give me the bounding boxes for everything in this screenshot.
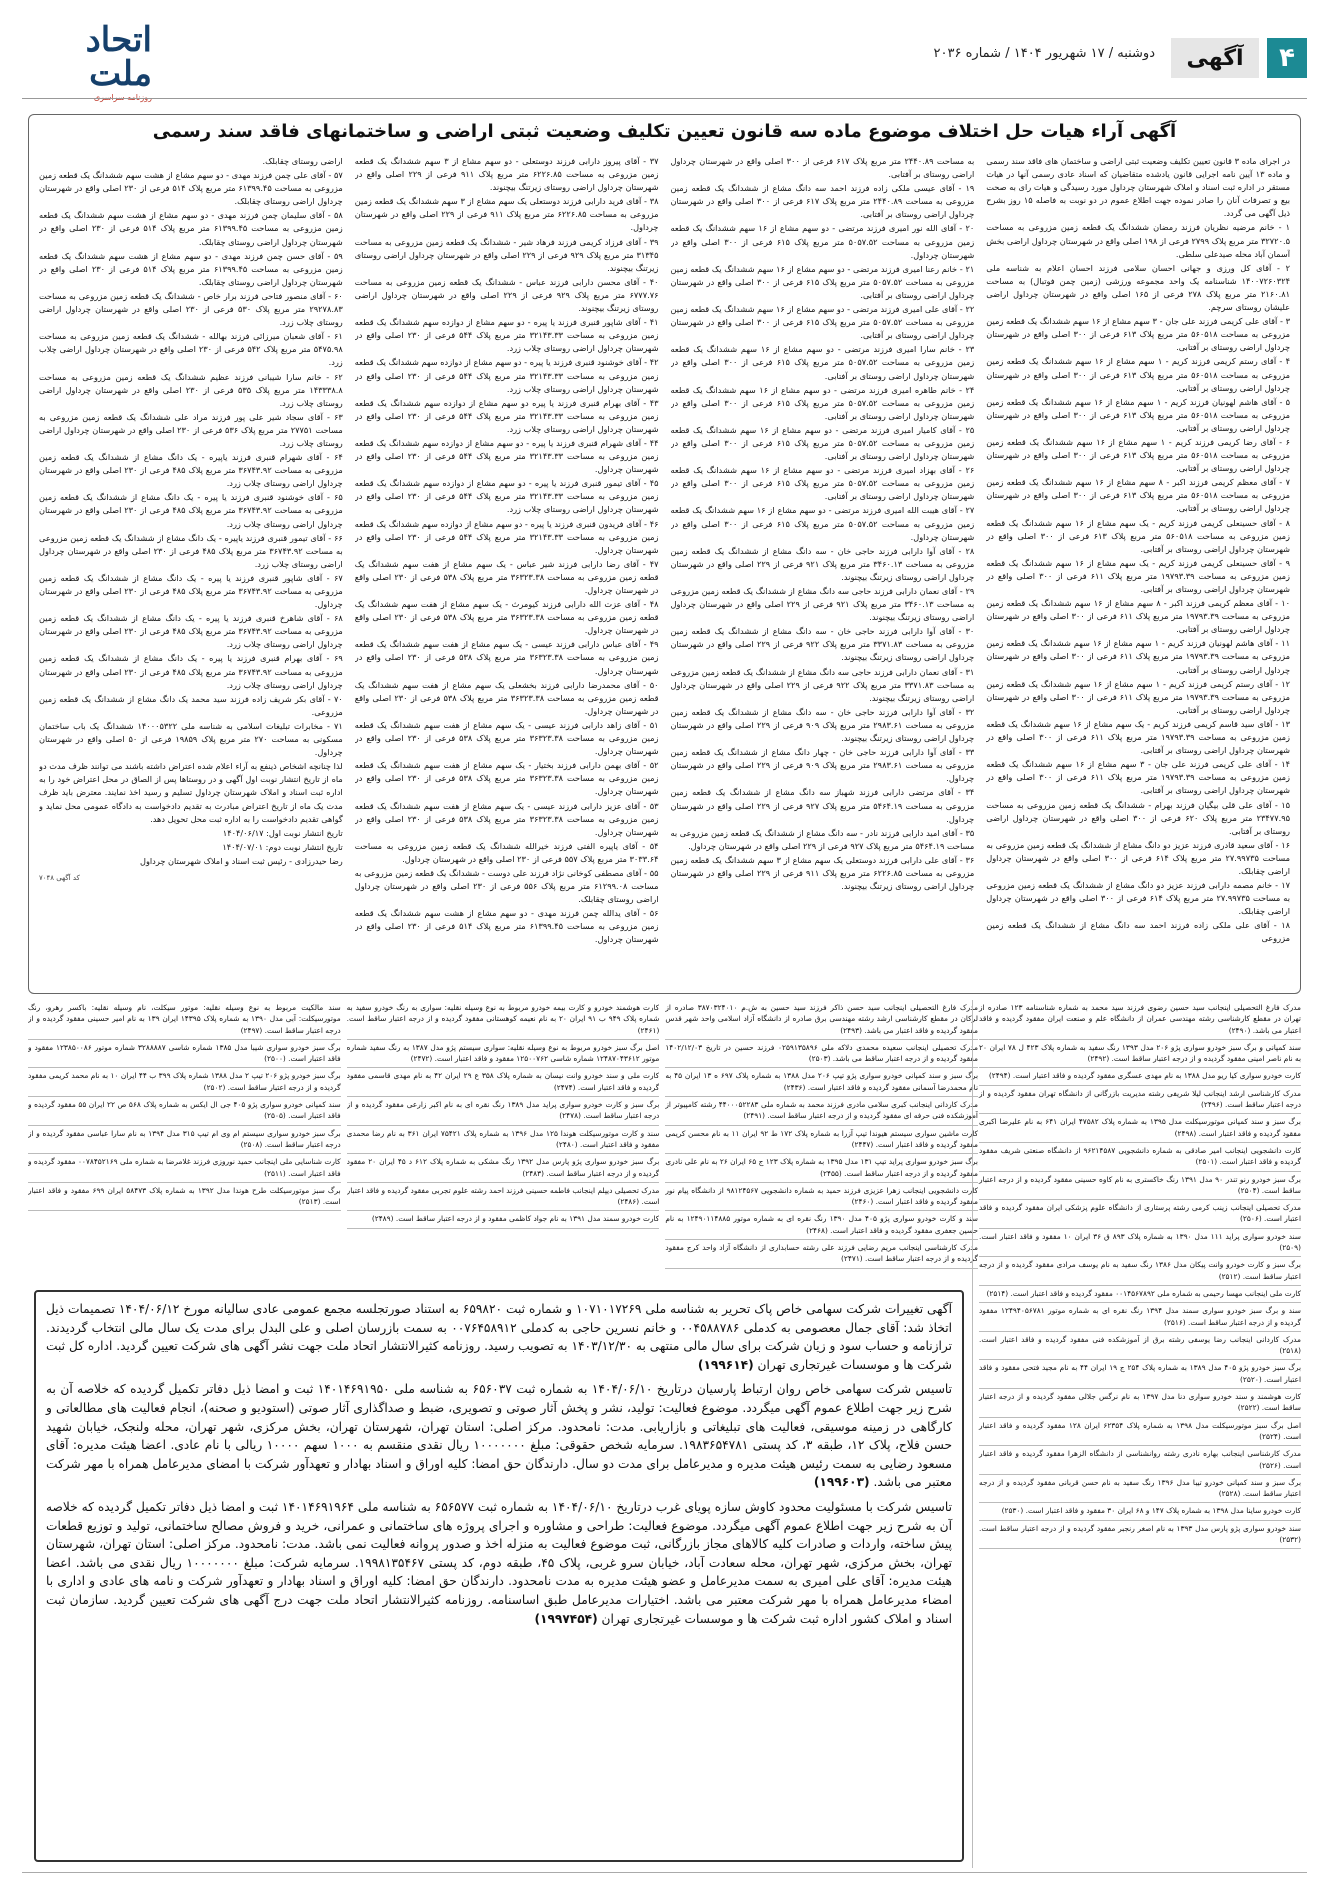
notice-item: ۶۱ - آقای شعبان میرزائی فرزند بهالله - ششدانگ یک قطعه زمین مزروعی به مساحت ۵۴۷۵.۹۸ متر مربع پلاک ۵۴۲ فرعی از ۲۳۰ اصلی واقع در شهرستان چرداول اراضی چلاب زرد.	[39, 331, 343, 368]
lost-doc-notice: مدرک تحصیلی اینجانب زینب کرمی رشته پرستاری از دانشگاه علوم پزشکی ایران مفقود گردیده و فاقد اعتبار است. (۲۵۰۶)	[979, 1200, 1301, 1229]
page-header	[22, 19, 1307, 104]
lost-doc-notice: مدرک تحصیلی دیپلم اینجانب فاطمه حسینی فرزند احمد رشته علوم تجربی مفقود گردیده و فاقد اعتبار است. (۲۴۸۶)	[347, 1183, 660, 1212]
lost-documents-right-column	[972, 1000, 1301, 1868]
notice-item: ۴۶ - آقای فریدون قنبری فرزند یا پیره - دو سهم مشاع از دوازده سهم ششدانگ یک قطعه زمین مزروعی به مساحت ۳۲۱۴۳.۳۳ متر مربع پلاک ۵۴۴ فرعی از ۲۳۰ اصلی واقع در شهرستان چرداول.	[354, 518, 659, 555]
lost-doc-notice: کارت خودرو ساینا مدل ۱۳۹۸ به شماره پلاک ۱۴۷ و ۶۸ ایران ۳۰ مفقود و فاقد اعتبار است. (۲۵۳۰)	[979, 1503, 1301, 1520]
notice-item: ۴۹ - آقای عباس دارابی فرزند عیسی - یک سهم مشاع از هفت سهم ششدانگ یک قطعه زمین مزروعی به مساحت ۳۶۳۲۳.۳۸ متر مربع پلاک ۵۳۸ فرعی از ۲۳۰ اصلی واقع در شهرستان چرداول.	[354, 639, 659, 676]
notice-item: ۱۳ - آقای سید قاسم کریمی فرزند کریم - یک سهم مشاع از ۱۶ سهم ششدانگ یک قطعه زمین مزروعی به مساحت ۱۹۷۹۳.۳۹ متر مربع پلاک ۶۱۱ فرعی از ۳۰۰ اصلی واقع در شهرستان چرداول اراضی روستای بر آفتابی.	[986, 718, 1290, 756]
notice-item: ۳۳ - آقای آوا دارابی فرزند حاجی خان - چهار دانگ مشاع از ششدانگ یک قطعه زمین مزروعی به مساحت ۲۹۸۳.۶۱ متر مربع پلاک ۹۰۹ فرعی از ۲۲۹ اصلی واقع در شهرستان چرداول.	[670, 747, 975, 784]
notice-column	[355, 155, 659, 983]
notice-item: ۴ - آقای رستم کریمی فرزند کریم - ۱ سهم مشاع از ۱۶ سهم ششدانگ یک قطعه زمین مزروعی به مساحت ۵۶۰۵۱۸ متر مربع پلاک ۶۱۳ فرعی از ۳۰۰ اصلی واقع در شهرستان چرداول اراضی روستای بر آفتابی.	[986, 356, 1290, 393]
notice-item: ۱۶ - آقای سعید قادری فرزند عزیز دو دانگ مشاع از ششدانگ یک قطعه زمین مزروعی به مساحت ۲۷.۹۹۷۳۵ متر مربع پلاک ۶۱۴ فرعی از ۳۰۰ اصلی واقع در شهرستان چرداول اراضی چقابلک.	[986, 839, 1290, 876]
notice-item: ۴۱ - آقای شاپور قنبری فرزند یا پیره - دو سهم مشاع از دوازده سهم ششدانگ یک قطعه زمین مزروعی به مساحت ۳۲۱۴۳.۳۳ متر مربع پلاک ۵۴۴ فرعی از ۲۳۰ اصلی واقع در شهرستان چرداول اراضی روستای چلاب زرد.	[354, 317, 659, 354]
company-notice-2: تاسیس شرکت سهامی خاص روان ارتباط پارسیان درتاریخ ۱۴۰۴/۰۶/۱۰ به شماره ثبت ۶۵۶۰۳۷ به شناسه ملی ۱۴۰۱۴۶۹۱۹۵۰ ثبت و امضا ذیل دفاتر تکمیل گردیده که خلاصه آن به شرح زیر جهت اطلاع عموم آگهی میگردد. موضوع فعالیت: تولید، نشر و پخش آثار صوتی و تصویری، ضبط و صداگذاری آثار صوتی (استودیو و صحنه)، انجام فعالیت های مطالعاتی و کارگاهی در زمینه موسیقی، فعالیت های تبلیغاتی و بازاریابی. مدت: نامحدود. مرکز اصلی: استان تهران، شهرستان تهران، بخش مرکزی، شهر تهران، محله ولنجک، خیابان شهید حسن فلاح، پلاک ۱۲، طبقه ۳، کد پستی ۱۹۸۳۶۵۴۷۸۱. سرمایه شخص حقوقی: مبلغ ۱۰۰۰۰۰۰۰ ریال نقدی منقسم به ۱۰۰۰ سهم ۱۰۰۰۰ ریالی با نام عادی. اعضا هیئت مدیره: آقای مسعود رضایی به سمت رئیس هیئت مدیره و مدیرعامل برای مدت دو سال. دارندگان حق امضا: کلیه اوراق و اسناد بهادار و تعهدآور شرکت با امضای مدیرعامل همراه با مهر شرکت معتبر می باشد. (۱۹۹۶۰۳)	[46, 1382, 953, 1490]
lost-doc-notice: برگ سبز و کارت خودرو سواری پراید مدل ۱۳۸۹ رنگ نقره ای به نام اکبر زارعی مفقود گردیده و از درجه اعتبار ساقط است. (۲۴۷۸)	[347, 1097, 660, 1126]
lost-doc-notice: کارت خودرو سواری کیا ریو مدل ۱۳۸۸ به نام مهدی عسگری مفقود گردیده و فاقد اعتبار است. (۲۴۹۴)	[979, 1068, 1301, 1085]
lost-doc-notice: سند خودرو سواری پژو پارس مدل ۱۳۹۳ به نام اصغر رنجبر مفقود گردیده و از درجه اعتبار ساقط است. (۲۵۳۲)	[979, 1521, 1301, 1550]
notice-item: ۵۰ - آقای محمدرضا دارابی فرزند بخشعلی یک سهم مشاع از هفت سهم ششدانگ یک قطعه زمین مزروعی به مساحت ۳۶۳۲۳.۳۸ متر مربع پلاک ۵۳۸ فرعی از ۲۳۰ اصلی واقع در شهرستان چرداول.	[354, 679, 659, 716]
notice-item: ۲۹ - آقای نعمان دارابی فرزند حاجی سه دانگ مشاع از ششدانگ یک قطعه زمین مزروعی به مساحت ۳۴۶۰.۱۳ متر مربع پلاک ۹۲۱ فرعی از ۲۲۹ اصلی واقع در شهرستان چرداول اراضی روستای زیرتنگ بیچنوند.	[670, 586, 975, 623]
lost-doc-notice: برگ سبز خودرو پژو ۴۰۵ مدل ۱۳۸۹ به شماره پلاک ۲۵۴ ج ۱۹ ایران ۴۴ به نام مجید فتحی مفقود و فاقد اعتبار است. (۲۵۲۰)	[979, 1360, 1301, 1389]
notice-item: ۶۸ - آقای شاهرخ قنبری فرزند یا پیره - یک دانگ مشاع از ششدانگ یک قطعه زمین مزروعی به مساحت ۳۶۷۴۳.۹۲ متر مربع پلاک ۴۸۵ فرعی از ۲۳۰ اصلی واقع در شهرستان چرداول اراضی روستای چلاب زرد.	[39, 613, 343, 650]
notice-item: ۲۷ - آقای هیبت الله امیری فرزند مرتضی - دو سهم مشاع از ۱۶ سهم ششدانگ یک قطعه زمین مزروعی به مساحت ۵۰۵۷.۵۲ متر مربع پلاک ۶۱۵ فرعی از ۳۰۰ اصلی واقع در شهرستان چرداول.	[670, 505, 975, 542]
lost-docs-column	[665, 1000, 978, 1282]
lost-docs-column	[28, 1000, 341, 1282]
notice-item: ۶۴ - آقای شهرام قنبری فرزند یاپیره - یک دانگ مشاع از ششدانگ یک قطعه زمین مزروعی به مساحت ۳۶۷۴۳.۹۲ متر مربع پلاک ۴۸۵ فرعی از ۲۳۰ اصلی واقع در شهرستان چرداول اراضی روستای چلاب زرد.	[39, 452, 343, 489]
lost-doc-notice: مدرک فارغ التحصیلی اینجانب سید حسین رضوی فرزند سید محمد به شماره شناسنامه ۱۲۳ صادره از تهران در مقطع کارشناسی رشته مهندسی عمران از دانشگاه علم و صنعت ایران مفقود گردیده و فاقد اعتبار می باشد. (۲۴۹۰)	[979, 1000, 1301, 1040]
lost-doc-notice: کارت ماشین سواری سیستم هیوندا تیپ آزرا به شماره پلاک ۱۷۲ ط ۹۲ ایران ۱۱ به نام محسن کریمی مفقود گردیده و فاقد اعتبار است. (۲۴۴۷)	[665, 1126, 978, 1155]
notice-item: ۲۵ - آقای کامیار امیری فرزند مرتضی - دو سهم مشاع از ۱۶ سهم ششدانگ یک قطعه زمین مزروعی به مساحت ۵۰۵۷.۵۲ متر مربع پلاک ۶۱۵ فرعی از ۳۰۰ اصلی واقع در شهرستان چرداول اراضی روستای بر آفتابی.	[670, 424, 975, 462]
notice-columns	[39, 155, 1290, 983]
notice-item: ۲۱ - خانم رعنا امیری فرزند مرتضی - دو سهم مشاع از ۱۶ سهم ششدانگ یک قطعه زمین مزروعی به مساحت ۵۰۵۷.۵۲ متر مربع پلاک ۶۱۵ فرعی از ۳۰۰ اصلی واقع در شهرستان چرداول اراضی روستای بر آفتابی.	[670, 263, 975, 300]
notice-item: ۳۲ - آقای آوا دارابی فرزند حاجی خان - سه دانگ مشاع از ششدانگ یک قطعه زمین مزروعی به مساحت ۲۹۸۳.۶۱ متر مربع پلاک ۹۰۹ فرعی از ۲۲۹ اصلی واقع در شهرستان چرداول اراضی روستای زیرتنگ بیچنوند.	[670, 706, 975, 744]
notice-item: ۵ - آقای هاشم لهونیان فرزند کریم - ۱ سهم مشاع از ۱۶ سهم ششدانگ یک قطعه زمین مزروعی به مساحت ۵۶۰۵۱۸ متر مربع پلاک ۶۱۳ فرعی از ۳۰۰ اصلی واقع در شهرستان چرداول اراضی روستای بر آفتابی.	[986, 396, 1290, 433]
lost-doc-notice: کارت شناسایی ملی اینجانب حمید نوروزی فرزند غلامرضا به شماره ملی ۰۰۷۸۴۵۲۱۶۹ مفقود گردیده و فاقد اعتبار است. (۲۵۱۱)	[28, 1154, 341, 1183]
lost-doc-notice: برگ سبز خودرو رنو تندر ۹۰ مدل ۱۳۹۱ رنگ خاکستری به نام کاوه حسینی مفقود گردیده و از درجه اعتبار ساقط است. (۲۵۰۴)	[979, 1172, 1301, 1201]
lost-doc-notice: سند مالکیت مربوط به نوع وسیله نقلیه: موتور سیکلت، نام وسیله نقلیه: باکسر رهرو، رنگ موتورسیکلت: آبی مدل ۱۳۹۰ به شماره پلاک ۱۴۳۹۵ ایران ۱۳۹ به نام امیر حسینی مفقود گردیده و از درجه اعتبار ساقط است. (۲۴۹۷)	[28, 1000, 341, 1040]
notice-item: ۵۸ - آقای سلیمان چمن فرزند مهدی - دو سهم مشاع از هشت سهم ششدانگ یک قطعه زمین مزروعی به مساحت ۶۱۳۹۹.۴۵ متر مربع پلاک ۵۱۴ فرعی از ۲۳۰ اصلی واقع در شهرستان چرداول اراضی روستای چقابلک.	[39, 210, 343, 247]
notice-item: در اجرای ماده ۳ قانون تعیین تکلیف وضعیت ثبتی اراضی و ساختمان های فاقد سند رسمی و ماده ۱۳ آیین نامه اجرایی قانون یادشده متقاضیان که اسناد عادی رسمی آنها در هیات مستقر در اداره ثبت اسناد و املاک شهرستان چرداول مورد رسیدگی و هیات رای به صحت بیع و تصرفات آنان را صادر نموده جهت اطلاع عموم در دو نوبت به فاصله ۱۵ روز بشرح ذیل آگهی می گردد.	[986, 156, 1290, 219]
notice-item: ۱۰ - آقای معظم کریمی فرزند اکبر - ۸ سهم مشاع از ۱۶ سهم ششدانگ یک قطعه زمین مزروعی به مساحت ۱۹۷۹۳.۳۹ متر مربع پلاک ۶۱۱ فرعی از ۳۰۰ اصلی واقع در شهرستان چرداول اراضی روستای بر آفتابی.	[986, 598, 1290, 635]
notice-item: ۳۶ - آقای علی دارابی فرزند دوستعلی یک سهم مشاع از ۳ سهم ششدانگ یک قطعه زمین مزروعی به مساحت ۶۲۲۶.۸۵ متر مربع پلاک ۹۱۱ فرعی از ۲۲۹ اصلی واقع در شهرستان چرداول اراضی روستای زیرتنگ بیچنوند.	[670, 854, 975, 892]
notice-item: اراضی روستای چقابلک.	[262, 156, 343, 166]
notice-item: ۴۸ - آقای عزت الله دارابی فرزند کیومرث - یک سهم مشاع از هفت سهم ششدانگ یک قطعه زمین مزروعی به مساحت ۳۶۳۲۳.۳۸ متر مربع پلاک ۵۳۸ فرعی از ۲۳۰ اصلی واقع در شهرستان چرداول.	[354, 599, 659, 636]
notice-item: ۱۱ - آقای هاشم لهونیان فرزند کریم - ۱ سهم مشاع از ۱۶ سهم ششدانگ یک قطعه زمین مزروعی به مساحت ۱۹۷۹۳.۳۹ متر مربع پلاک ۶۱۱ فرعی از ۳۰۰ اصلی واقع در شهرستان چرداول اراضی روستای بر آفتابی.	[986, 638, 1290, 675]
lost-doc-notice: برگ سبز و سند کمپانی خودرو تیبا مدل ۱۳۹۶ رنگ سفید به نام حسن قربانی مفقود گردیده و از درجه اعتبار ساقط است. (۲۵۲۸)	[979, 1475, 1301, 1504]
lost-doc-notice: سند و برگ سبز خودرو سواری سمند مدل ۱۳۹۴ رنگ نقره ای به شماره موتور ۱۲۴۹۴۰۵۶۷۸۱ مفقود گردیده و از درجه اعتبار ساقط است. (۲۵۱۶)	[979, 1303, 1301, 1332]
notice-item: ۷۰ - آقای بکر شریف زاده فرزند سید محمد یک دانگ مشاع از ششدانگ یک قطعه زمین مزروعی.	[39, 693, 343, 717]
lost-doc-notice: سند و کارت موتورسیکلت هوندا ۱۲۵ مدل ۱۳۹۶ به شماره پلاک ۷۵۴۲۱ ایران ۳۶۱ به نام رضا محمدی مفقود و فاقد اعتبار است. (۲۴۸۰)	[347, 1126, 660, 1155]
lost-doc-notice: کارت هوشمند خودرو و کارت بیمه خودرو مربوط به نوع وسیله نقلیه: سواری به رنگ خودرو سفید به شماره پلاک ۹۴۹ ب ۹۱ ایران ۲۰ به نام نعیمه کوهستانی مفقود گردیده و از درجه اعتبار ساقط است. (۲۴۶۱)	[347, 1000, 660, 1040]
notice-item: ۵۶ - آقای یدالله چمن فرزند مهدی - دو سهم مشاع از هشت سهم ششدانگ یک قطعه زمین مزروعی به مساحت ۶۱۳۹۹.۴۵ متر مربع پلاک ۵۱۴ فرعی از ۲۳۰ اصلی واقع در شهرستان چرداول.	[354, 908, 659, 945]
notice-item: ۳۱ - آقای نعمان دارابی فرزند حاجی سه دانگ مشاع از ششدانگ یک قطعه زمین مزروعی به مساحت ۳۳۷۱.۸۳ متر مربع پلاک ۹۲۲ فرعی از ۲۲۹ اصلی واقع در شهرستان چرداول اراضی روستای زیرتنگ بیچنوند.	[670, 666, 975, 703]
lost-doc-notice: کارت ملی و سند خودرو وانت نیسان به شماره پلاک ۳۵۸ ع ۲۹ ایران ۴۲ به نام مهدی قاسمی مفقود گردیده و فاقد اعتبار است. (۲۴۷۴)	[347, 1068, 660, 1097]
notice-column	[671, 155, 975, 983]
notice-item: ۶۶ - آقای تیمور قنبری فرزند یاپیره - یک دانگ مشاع از ششدانگ یک قطعه زمین مزروعی به مساحت ۳۶۷۴۳.۹۲ متر مربع پلاک ۴۸۵ فرعی از ۲۳۰ اصلی واقع در شهرستان چرداول اراضی روستای چلاب زرد.	[39, 532, 343, 569]
notice-item: ۵۴ - آقای یاپیره الفتی فرزند خیرالله ششدانگ یک قطعه زمین مزروعی به مساحت ۳۰۳۳.۶۴ متر مربع پلاک ۵۵۷ فرعی از ۲۳۰ اصلی واقع در شهرستان چرداول.	[354, 840, 659, 864]
lost-doc-notice: سند و کارت خودرو سواری پژو ۴۰۵ مدل ۱۳۹۰ رنگ نقره ای به شماره موتور ۱۲۴۹۰۱۱۴۸۸۵ به نام حسین جعفری مفقود گردیده و فاقد اعتبار است. (۲۴۶۸)	[665, 1211, 978, 1240]
lost-doc-notice: مدرک تحصیلی اینجانب سعیده محمدی دلاکه ملی ۰۲۵۹۱۳۵۸۹۶ فرزند حسین در تاریخ ۱۴۰۲/۱۲/۰۳ مفقود گردیده و از درجه اعتبار ساقط می باشد. (۲۵۰۳)	[665, 1040, 978, 1069]
notice-item: ۶۵ - آقای خوشنود قنبری فرزند یا پیره - یک دانگ مشاع از ششدانگ یک قطعه زمین مزروعی به مساحت ۳۶۷۴۳.۹۲ متر مربع پلاک ۴۸۵ فرعی از ۲۳۰ اصلی واقع در شهرستان چرداول اراضی روستای چلاب زرد.	[39, 492, 343, 529]
notice-item: ۳۴ - آقای مرتضی دارابی فرزند شهباز سه دانگ مشاع از ششدانگ یک قطعه زمین مزروعی به مساحت ۵۴۶۴.۱۹ متر مربع پلاک ۹۲۷ فرعی از ۲۲۹ اصلی واقع در شهرستان چرداول.	[670, 787, 975, 824]
lost-doc-notice: برگ سبز و سند کمپانی موتورسیکلت مدل ۱۳۹۵ به شماره پلاک ۴۷۵۸۲ ایران ۶۴۱ به نام علیرضا اکبری مفقود گردیده و فاقد اعتبار است. (۲۴۹۸)	[979, 1114, 1301, 1143]
lost-doc-notice: سند کمپانی خودرو سواری پژو ۴۰۵ جی ال ایکس به شماره پلاک ۵۶۸ ص ۲۲ ایران ۵۵ مفقود گردیده و فاقد اعتبار است. (۲۵۰۵)	[28, 1097, 341, 1126]
page-bottom-rule	[22, 1872, 1307, 1873]
lost-doc-notice: برگ سبز موتورسیکلت طرح هوندا مدل ۱۳۹۲ به شماره پلاک ۵۸۴۷۳ ایران ۶۹۹ مفقود و فاقد اعتبار است. (۲۵۱۳)	[28, 1183, 341, 1212]
notice-item: ۱۴ - آقای علی کریمی فرزند علی جان - ۳ سهم مشاع از ۱۶ سهم ششدانگ یک قطعه زمین مزروعی به مساحت ۱۹۷۹۳.۳۹ متر مربع پلاک ۶۱۱ فرعی از ۳۰۰ اصلی واقع در شهرستان چرداول اراضی روستای بر آفتابی.	[986, 759, 1290, 796]
notice-item: ۴۳ - آقای بهرام قنبری فرزند یا پیره دو سهم مشاع از دوازده سهم ششدانگ یک قطعه زمین مزروعی به مساحت ۳۲۱۴۳.۳۳ متر مربع پلاک ۵۴۴ فرعی از ۲۳۰ اصلی واقع در شهرستان چرداول اراضی روستای چلاب زرد.	[354, 397, 659, 434]
notice-item: ۵۹ - آقای حسن چمن فرزند مهدی - دو سهم مشاع از هشت سهم ششدانگ یک قطعه زمین مزروعی به مساحت ۶۱۳۹۹.۴۵ متر مربع پلاک ۵۱۴ فرعی از ۲۳۰ اصلی واقع در شهرستان چرداول اراضی روستای چقابلک.	[39, 250, 343, 287]
lost-doc-notice: برگ سبز خودرو پژو ۲۰۶ تیپ ۲ مدل ۱۳۸۸ شماره پلاک ۳۹۹ ب ۴۴ ایران ۱۰ به نام محمد کریمی مفقود گردیده و از درجه اعتبار ساقط است. (۲۵۰۲)	[28, 1068, 341, 1097]
page-number: ۴	[1267, 38, 1307, 78]
main-notice-box	[28, 114, 1301, 994]
lost-doc-notice: سند خودرو سواری پراید ۱۱۱ مدل ۱۳۹۰ به شماره پلاک ۸۹۳ ق ۳۶ ایران ۱۰ مفقود و فاقد اعتبار است. (۲۵۰۹)	[979, 1229, 1301, 1258]
notice-item: ۶ - آقای رضا کریمی فرزند کریم - ۱ سهم مشاع از ۱۶ سهم ششدانگ یک قطعه زمین مزروعی به مساحت ۵۶۰۵۱۸ متر مربع پلاک ۶۱۳ فرعی از ۳۰۰ اصلی واقع در شهرستان چرداول اراضی روستای بر آفتابی.	[986, 436, 1290, 474]
company-notices-box	[34, 1290, 964, 1862]
notice-item: ۲۸ - آقای آوا دارابی فرزند حاجی خان - سه دانگ مشاع از ششدانگ یک قطعه زمین مزروعی به مساحت ۳۴۶۰.۱۳ متر مربع پلاک ۹۲۱ فرعی از ۲۲۹ اصلی واقع در شهرستان چرداول اراضی روستای زیرتنگ بیچنوند.	[670, 545, 975, 582]
notice-column	[39, 155, 343, 983]
lost-doc-notice: سند کمپانی و برگ سبز خودرو سواری پژو ۲۰۶ مدل ۱۳۹۳ رنگ سفید به شماره پلاک ۴۲۳ ل ۷۸ ایران ۲۰ به نام ناصر امینی مفقود گردیده و از درجه اعتبار ساقط است. (۲۴۹۲)	[979, 1040, 1301, 1069]
section-title: آگهی	[1171, 38, 1259, 78]
lost-doc-notice: اصل برگ سبز موتورسیکلت مدل ۱۳۹۸ به شماره پلاک ۶۲۳۵۴ ایران ۱۲۸ مفقود گردیده و فاقد اعتبار است. (۲۵۲۴)	[979, 1418, 1301, 1447]
issue-date: دوشنبه / ۱۷ شهریور ۱۴۰۴ / شماره ۲۰۳۶	[933, 46, 1155, 61]
header-rule	[22, 98, 1307, 99]
logo-wordmark: اتحاد ملت	[85, 19, 152, 94]
notice-item: ۷۱ - مخابرات تبلیغات اسلامی به شناسه ملی ۱۴۰۰۰۵۳۲۲ ششدانگ یک باب ساختمان مسکونی به مساحت ۲۷۰ متر مربع پلاک ۱۹۸۵۹ فرعی از ۵۰ اصلی واقع در شهرستان چرداول.	[39, 720, 343, 758]
lost-doc-notice: مدرک کاردانی اینجانب رضا یوسفی رشته برق از آموزشکده فنی مفقود گردیده و فاقد اعتبار است. (۲۵۱۸)	[979, 1332, 1301, 1361]
notice-item: ۳۷ - آقای پیروز دارابی فرزند دوستعلی - دو سهم مشاع از ۳ سهم ششدانگ یک قطعه زمین مزروعی به مساحت ۶۲۲۶.۸۵ متر مربع پلاک ۹۱۱ فرعی از ۲۲۹ اصلی واقع در شهرستان چرداول اراضی روستای زیرتنگ بیچنوند.	[354, 156, 659, 193]
notice-item: ۵۷ - آقای علی چمن فرزند مهدی - دو سهم مشاع از هشت سهم ششدانگ یک قطعه زمین مزروعی به مساحت ۶۱۳۹۹.۴۵ متر مربع پلاک ۵۱۴ فرعی از ۲۳۰ اصلی واقع در شهرستان چرداول اراضی روستای چقابلک.	[39, 170, 343, 207]
notice-item: ۲۰ - آقای الله نور امیری فرزند مرتضی - دو سهم مشاع از ۱۶ سهم ششدانگ یک قطعه زمین مزروعی به مساحت ۵۰۵۷.۵۲ متر مربع پلاک ۶۱۵ فرعی از ۳۰۰ اصلی واقع در شهرستان چرداول.	[670, 223, 975, 260]
notice-item: ۵۱ - آقای زاهد دارابی فرزند عیسی - یک سهم مشاع از هفت سهم ششدانگ یک قطعه زمین مزروعی به مساحت ۳۶۳۲۳.۳۸ متر مربع پلاک ۵۳۸ فرعی از ۲۳۰ اصلی واقع در شهرستان چرداول.	[354, 719, 659, 757]
notice-item: ۵۵ - آقای مصطفی کوخانی نژاد فرزند علی دوست - ششدانگ یک قطعه زمین مزروعی به مساحت ۶۱۲۹۹.۰۸ متر مربع پلاک ۵۵۶ فرعی از ۲۳۰ اصلی واقع در شهرستان چرداول اراضی روستای چقابلک.	[354, 867, 659, 905]
notice-item: ۴۰ - آقای محسن دارابی فرزند عباس - ششدانگ یک قطعه زمین مزروعی به مساحت ۶۷۷۷.۷۶ متر مربع پلاک ۹۲۹ فرعی از ۲۲۹ اصلی واقع در شهرستان چرداول اراضی روستای زیرتنگ بیچنوند.	[354, 276, 659, 314]
notice-title: آگهی آراء هیات حل اختلاف موضوع ماده سه قانون تعیین تکلیف وضعیت ثبتی اراضی و ساختمانهای فاقد سند رسمی	[152, 121, 1177, 142]
company-notice-3: تاسیس شرکت با مسئولیت محدود کاوش سازه پویای غرب درتاریخ ۱۴۰۴/۰۶/۱۰ به شماره ثبت ۶۵۶۵۷۷ به شناسه ملی ۱۴۰۱۴۶۹۱۹۶۴ ثبت و امضا ذیل دفاتر تکمیل گردیده که خلاصه آن به شرح زیر جهت اطلاع عموم آگهی میگردد. موضوع فعالیت: طراحی و مشاوره و اجرای پروژه های ساختمانی و عمرانی، خرید و فروش مصالح ساختمانی، تولید و توزیع قطعات پیش ساخته، واردات و صادرات کلیه کالاهای مجاز بازرگانی، ثبت موضوع فعالیت به منزله اخذ و صدور پروانه فعالیت نمی باشد. مدت: نامحدود. مرکز اصلی: استان تهران، شهرستان تهران، بخش مرکزی، شهر تهران، محله سعادت آباد، خیابان سرو غربی، پلاک ۴۵، طبقه دوم، کد پستی ۱۹۹۸۱۳۵۴۶۷. سرمایه شرکت: مبلغ ۱۰۰۰۰۰۰۰ ریال نقدی می باشد. اعضا هیئت مدیره: آقای علی امیری به سمت مدیرعامل و عضو هیئت مدیره به مدت نامحدود. دارندگان حق امضا: کلیه اوراق و اسناد بهادار و تعهدآور شرکت و نامه های عادی و اداری با امضاء مدیرعامل همراه با مهر شرکت معتبر می باشد. اختیارات مدیرعامل طبق اساسنامه. روزنامه کثیرالانتشار اتحاد ملت جهت درج آگهی های شرکت تعیین گردید. سازمان ثبت اسناد و املاک کشور اداره ثبت شرکت ها و موسسات غیرتجاری تهران (۱۹۹۷۴۵۴)	[46, 1499, 953, 1626]
notice-item: ۸ - آقای حسینعلی کریمی فرزند کریم - یک سهم مشاع از ۱۶ سهم ششدانگ یک قطعه زمین مزروعی به مساحت ۵۶۰۵۱۸ متر مربع پلاک ۶۱۳ فرعی از ۳۰۰ اصلی واقع در شهرستان چرداول اراضی روستای بر آفتابی.	[986, 517, 1290, 554]
lost-documents-area	[28, 1000, 978, 1282]
notice-item: تاریخ انتشار نوبت اول: ۱۴۰۴/۰۶/۱۷	[222, 827, 343, 838]
lost-doc-notice: اصل برگ سبز خودرو مربوط به نوع وسیله نقلیه: سواری سیستم پژو مدل ۱۳۸۷ به رنگ سفید شماره موتور ۱۲۴۸۷۰۴۳۶۱۲ شماره شاسی ۱۲۵۰۰۷۶۲ مفقود و فاقد اعتبار است. (۲۴۷۲)	[347, 1040, 660, 1069]
lost-doc-notice: برگ سبز خودرو سواری سیستم ام وی ام تیپ ۳۱۵ مدل ۱۳۹۴ به نام سارا عباسی مفقود گردیده و از درجه اعتبار ساقط است. (۲۵۰۸)	[28, 1126, 341, 1155]
notice-item: ۵۲ - آقای بهمن دارابی فرزند بختیار - یک سهم مشاع از هفت سهم ششدانگ یک قطعه زمین مزروعی به مساحت ۳۶۳۲۳.۳۸ متر مربع پلاک ۵۳۸ فرعی از ۲۳۰ اصلی واقع در شهرستان چرداول.	[354, 760, 659, 797]
logo-subtitle: روزنامه سراسری	[93, 92, 152, 102]
lost-docs-column	[347, 1000, 660, 1282]
lost-doc-notice: مدرک کارشناسی اینجانب مریم رضایی فرزند علی رشته حسابداری از دانشگاه آزاد واحد کرج مفقود گردیده و از درجه اعتبار ساقط است. (۲۴۷۱)	[665, 1240, 978, 1269]
lost-doc-notice: برگ سبز خودرو سواری شیبا مدل ۱۳۸۵ شماره شاسی ۳۲۸۸۸۸۷ شماره موتور ۱۲۳۸۵۰۰۸۶ مفقود و فاقد اعتبار است. (۲۵۰۰)	[28, 1040, 341, 1069]
lost-doc-notice: مدرک کاردانی اینجانب کبری سلامی مادری فرزند محمد به شماره ملی ۴۴۰۰۰۵۲۲۸۳ رشته کامپیوتر از آموزشکده فنی حرفه ای مفقود گردیده و از درجه اعتبار ساقط است. (۲۴۹۱)	[665, 1097, 978, 1126]
notice-item: لذا چنانچه اشخاص ذینفع به آراء اعلام شده اعتراض داشته باشند می توانند ظرف مدت دو ماه از تاریخ انتشار نوبت اول آگهی و در روستاها پس از الصاق در محل اعتراض خود را به اداره ثبت اسناد و املاک شهرستان چرداول تسلیم و رسید اخذ نمایند. معترض باید ظرف مدت یک ماه از تاریخ اعتراض مبادرت به تقدیم دادخواست به دادگاه عمومی محل نماید و گواهی تقدیم دادخواست را به اداره ثبت محل تحویل دهد.	[39, 761, 343, 824]
lost-doc-notice: مدرک فارغ التحصیلی اینجانب سید حسن ذاکر فرزند سید حسین به ش.م ۳۸۷۰۳۲۴۰۱۰ صادره از لرکان در مقطع کارشناسی ارشد رشته مهندسی برق صادره از دانشگاه آزاد اسلامی واحد شهر قدس مفقود گردیده و فاقد اعتبار می باشد. (۲۴۹۳)	[665, 1000, 978, 1040]
lost-doc-notice: مدرک کارشناسی ارشد اینجانب لیلا شریفی رشته مدیریت بازرگانی از دانشگاه تهران مفقود گردیده و از درجه اعتبار ساقط است. (۲۴۹۶)	[979, 1086, 1301, 1115]
notice-item: به مساحت ۲۴۴۰.۸۹ متر مربع پلاک ۶۱۷ فرعی از ۳۰۰ اصلی واقع در شهرستان چرداول اراضی روستای بر آفتابی.	[670, 156, 975, 180]
notice-item: رضا حیدرزادی - رئیس ثبت اسناد و املاک شهرستان چرداول	[140, 855, 343, 866]
lost-doc-notice: کارت هوشمند و سند خودرو سواری دنا مدل ۱۳۹۷ به نام نرگس جلالی مفقود گردیده و از درجه اعتبار ساقط است. (۲۵۲۲)	[979, 1389, 1301, 1418]
notice-item: ۴۵ - آقای تیمور قنبری فرزند یا پیره - دو سهم مشاع از دوازده سهم ششدانگ یک قطعه زمین مزروعی به مساحت ۳۲۱۴۳.۳۳ متر مربع پلاک ۵۴۴ فرعی از ۲۳۰ اصلی واقع در شهرستان چرداول اراضی روستای چلاب زرد.	[354, 478, 659, 515]
notice-item: ۳۰ - آقای آوا دارابی فرزند حاجی خان - سه دانگ مشاع از ششدانگ یک قطعه زمین مزروعی به مساحت ۳۳۷۱.۸۳ متر مربع پلاک ۹۲۲ فرعی از ۲۲۹ اصلی واقع در شهرستان چرداول اراضی روستای زیرتنگ بیچنوند.	[670, 626, 975, 663]
notice-item: ۳۵ - آقای امید دارابی فرزند نادر - سه دانگ مشاع از ششدانگ یک قطعه زمین مزروعی به مساحت ۵۴۶۴.۱۹ متر مربع پلاک ۹۲۷ فرعی از ۲۲۹ اصلی واقع در شهرستان چرداول.	[670, 827, 975, 851]
notice-item: ۳۸ - آقای فرید دارابی فرزند دوستعلی یک سهم مشاع از ۳ سهم ششدانگ یک قطعه زمین مزروعی به مساحت ۶۲۲۶.۸۵ متر مربع پلاک ۹۱۱ فرعی از ۲۲۹ اصلی واقع در شهرستان چرداول.	[354, 196, 659, 233]
lost-doc-notice: کارت دانشجویی اینجانب امیر صادقی به شماره دانشجویی ۹۶۲۱۴۵۸۷ از دانشگاه صنعتی شریف مفقود گردیده و فاقد اعتبار است. (۲۵۰۱)	[979, 1143, 1301, 1172]
lost-doc-notice: کارت دانشجویی اینجانب زهرا عزیزی فرزند حمید به شماره دانشجویی ۹۸۱۲۴۵۶۷ از دانشگاه پیام نور مفقود گردیده و فاقد اعتبار است. (۲۴۶۰)	[665, 1183, 978, 1212]
notice-column	[986, 155, 1290, 983]
lost-doc-notice: کارت ملی اینجانب مهسا رحیمی به شماره ملی ۰۰۱۴۵۶۷۸۹۲ مفقود گردیده و فاقد اعتبار است. (۲۵۱۴)	[979, 1286, 1301, 1303]
notice-code: کد آگهی ۷۰۴۸	[39, 873, 80, 882]
notice-item: ۶۰ - آقای منصور فتاحی فرزند برار خاص - ششدانگ یک قطعه زمین مزروعی به مساحت ۲۹۲۷۸.۸۳ متر مربع پلاک ۵۳۰ فرعی از ۲۳۰ اصلی واقع در شهرستان چرداول اراضی روستای چلاب زرد.	[39, 290, 343, 328]
notice-item: ۲۲ - آقای علی امیری فرزند مرتضی - دو سهم مشاع از ۱۶ سهم ششدانگ یک قطعه زمین مزروعی به مساحت ۵۰۵۷.۵۲ متر مربع پلاک ۶۱۵ فرعی از ۳۰۰ اصلی واقع در شهرستان چرداول اراضی روستای بر آفتابی.	[670, 304, 975, 341]
notice-item: ۲۶ - آقای بهزاد امیری فرزند مرتضی - دو سهم مشاع از ۱۶ سهم ششدانگ یک قطعه زمین مزروعی به مساحت ۵۰۵۷.۵۲ متر مربع پلاک ۶۱۵ فرعی از ۳۰۰ اصلی واقع در شهرستان چرداول اراضی روستای بر آفتابی.	[670, 465, 975, 502]
lost-doc-notice: برگ سبز خودرو سواری پژو پارس مدل ۱۳۹۲ رنگ مشکی به شماره پلاک ۶۱۲ د ۴۵ ایران ۲۰ مفقود گردیده و از درجه اعتبار ساقط است. (۲۴۸۳)	[347, 1154, 660, 1183]
notice-item: ۷ - آقای معظم کریمی فرزند اکبر - ۸ سهم مشاع از ۱۶ سهم ششدانگ یک قطعه زمین مزروعی به مساحت ۵۶۰۵۱۸ متر مربع پلاک ۶۱۳ فرعی از ۳۰۰ اصلی واقع در شهرستان چرداول اراضی روستای بر آفتابی.	[986, 477, 1290, 514]
notice-item: ۶۳ - آقای سجاد شیر علی پور فرزند مراد علی ششدانگ یک قطعه زمین مزروعی به مساحت ۲۷۷۵۱ متر مربع پلاک ۵۳۶ فرعی از ۲۳۰ اصلی واقع در شهرستان چرداول اراضی روستای چلاب زرد.	[39, 411, 343, 448]
notice-item: ۴۲ - آقای خوشنود قنبری فرزند یا پیره - دو سهم مشاع از دوازده سهم ششدانگ یک قطعه زمین مزروعی به مساحت ۳۲۱۴۳.۳۳ متر مربع پلاک ۵۴۴ فرعی از ۲۳۰ اصلی واقع در شهرستان چرداول اراضی روستای چلاب زرد.	[354, 357, 659, 394]
lost-doc-notice: برگ سبز و سند کمپانی خودرو سواری پژو تیپ ۲۰۶ مدل ۱۳۸۸ به شماره پلاک ۶۹۷ ه ۱۳ ایران ۴۵ به نام محمدرضا آسمانی مفقود گردیده و فاقد اعتبار است. (۲۴۳۶)	[665, 1068, 978, 1097]
company-notice-1: آگهی تغییرات شرکت سهامی خاص پاک تحریر به شناسه ملی ۱۰۷۱۰۱۷۲۶۹ و شماره ثبت ۶۵۹۸۲۰ به استناد صورتجلسه مجمع عمومی عادی سالیانه مورخ ۱۴۰۴/۰۶/۱۲ تصمیمات ذیل اتخاذ شد: آقای جمال معصومی به کدملی ۰۰۴۵۸۸۷۸۶ و خانم نسرین حاجی به کدملی ۰۰۷۶۴۵۸۹۱۲ به سمت بازرسان اصلی و علی البدل برای مدت یک سال مالی انتخاب گردیدند. ترازنامه و حساب سود و زیان شرکت برای سال مالی منتهی به ۱۴۰۳/۱۲/۳۰ به تصویب رسید. روزنامه کثیرالانتشار اتحاد ملت جهت نشر آگهی های شرکت تعیین گردید. اداره کل ثبت شرکت ها و موسسات غیرتجاری تهران (۱۹۹۶۱۴)	[46, 1302, 953, 1372]
notice-item: ۶۷ - آقای شاپور قنبری فرزند یا پیره - یک دانگ مشاع از ششدانگ یک قطعه زمین مزروعی به مساحت ۳۶۷۴۳.۹۲ متر مربع پلاک ۴۸۵ فرعی از ۲۳۰ اصلی واقع در شهرستان چرداول.	[39, 572, 343, 610]
newspaper-logo[interactable]	[22, 19, 152, 102]
notice-item: تاریخ انتشار نوبت دوم: ۱۴۰۴/۰۷/۰۱	[222, 841, 343, 852]
notice-item: ۲۴ - خانم طاهره امیری فرزند مرتضی - دو سهم مشاع از ۱۶ سهم ششدانگ یک قطعه زمین مزروعی به مساحت ۵۰۵۷.۵۲ متر مربع پلاک ۶۱۵ فرعی از ۳۰۰ اصلی واقع در شهرستان چرداول اراضی روستای بر آفتابی.	[670, 384, 975, 421]
notice-item: ۲۳ - خانم سارا امیری فرزند مرتضی - دو سهم مشاع از ۱۶ سهم ششدانگ یک قطعه زمین مزروعی به مساحت ۵۰۵۷.۵۲ متر مربع پلاک ۶۱۵ فرعی از ۳۰۰ اصلی واقع در شهرستان چرداول اراضی روستای بر آفتابی.	[670, 344, 975, 381]
notice-item: ۱ - خانم مرضیه نظریان فرزند رمضان ششدانگ یک قطعه زمین مزروعی به مساحت ۳۲۷۲۰.۵ متر مربع پلاک ۲۷۹۹ فرعی از ۱۹۸ اصلی واقع در شهرستان چرداول اراضی بخش آسمان آباد محله صیدعلی سلطی.	[986, 222, 1290, 259]
notice-item: ۹ - آقای حسینعلی کریمی فرزند کریم - یک سهم مشاع از ۱۶ سهم ششدانگ یک قطعه زمین مزروعی به مساحت ۱۹۷۹۳.۳۹ متر مربع پلاک ۶۱۱ فرعی از ۳۰۰ اصلی واقع در شهرستان چرداول اراضی روستای بر آفتابی.	[986, 557, 1290, 594]
notice-item: ۶۲ - خانم سارا شیبانی فرزند عظیم ششدانگ یک قطعه زمین مزروعی به مساحت ۱۴۳۳۳۸.۸ متر مربع پلاک ۵۳۵ فرعی از ۲۳۰ اصلی واقع در شهرستان چرداول اراضی روستای چلاب زرد.	[39, 371, 343, 408]
lost-doc-notice: برگ سبز خودرو سواری پراید تیپ ۱۳۱ مدل ۱۳۹۵ به شماره پلاک ۱۲۳ ج ۶۵ ایران ۲۶ به نام علی نادری مفقود گردیده و از درجه اعتبار ساقط است. (۲۴۵۵)	[665, 1154, 978, 1183]
lost-doc-notice: کارت خودرو سمند مدل ۱۳۹۱ به نام جواد کاظمی مفقود و از درجه اعتبار ساقط است. (۲۴۸۹)	[347, 1211, 660, 1228]
lost-doc-notice: مدرک کارشناسی اینجانب بهاره نادری رشته روانشناسی از دانشگاه الزهرا مفقود گردیده و فاقد اعتبار است. (۲۵۲۶)	[979, 1446, 1301, 1475]
notice-item: ۱۸ - آقای علی ملکی زاده فرزند احمد سه دانگ مشاع از ششدانگ یک قطعه زمین مزروعی	[986, 920, 1290, 944]
notice-item: ۱۷ - خانم مصمه دارابی فرزند عزیز دو دانگ مشاع از ششدانگ یک قطعه زمین مزروعی به مساحت ۲۷.۹۹۷۳۵ متر مربع پلاک ۶۱۴ فرعی از ۳۰۰ اصلی واقع در شهرستان چرداول اراضی چقابلک.	[986, 880, 1290, 917]
notice-item: ۵۳ - آقای عزیز دارابی فرزند عیسی - یک سهم مشاع از هفت سهم ششدانگ یک قطعه زمین مزروعی به مساحت ۳۶۳۲۳.۳۸ متر مربع پلاک ۵۳۸ فرعی از ۲۳۰ اصلی واقع در شهرستان چرداول.	[354, 800, 659, 837]
notice-item: ۱۲ - آقای رستم کریمی فرزند کریم - ۱ سهم مشاع از ۱۶ سهم ششدانگ یک قطعه زمین مزروعی به مساحت ۱۹۷۹۳.۳۹ متر مربع پلاک ۶۱۱ فرعی از ۳۰۰ اصلی واقع در شهرستان چرداول اراضی روستای بر آفتابی.	[986, 678, 1290, 715]
notice-item: ۳۹ - آقای فرزاد کریمی فرزند فرهاد شیر - ششدانگ یک قطعه زمین مزروعی به مساحت ۳۱۳۴۵ متر مربع پلاک ۹۲۹ فرعی از ۲۲۹ اصلی واقع در شهرستان چرداول اراضی روستای زیرتنگ بیچنوند.	[354, 236, 659, 273]
notice-item: ۱۵ - آقای علی قلی بیگیان فرزند بهرام - ششدانگ یک قطعه زمین مزروعی به مساحت ۲۳۴۷۷.۹۵ متر مربع پلاک ۶۲۰ فرعی از ۳۰۰ اصلی واقع در شهرستان چرداول اراضی روستای بر آفتابی.	[986, 799, 1290, 836]
notice-item: ۳ - آقای علی کریمی فرزند علی جان - ۳ سهم مشاع از ۱۶ سهم ششدانگ یک قطعه زمین مزروعی به مساحت ۵۶۰۵۱۸ متر مربع پلاک ۶۱۳ فرعی از ۳۰۰ اصلی واقع در شهرستان چرداول اراضی روستای بر آفتابی.	[986, 316, 1290, 353]
notice-item: ۱۹ - آقای عیسی ملکی زاده فرزند احمد سه دانگ مشاع از ششدانگ یک قطعه زمین مزروعی به مساحت ۲۴۴۰.۸۹ متر مربع پلاک ۶۱۷ فرعی از ۳۰۰ اصلی واقع در شهرستان چرداول اراضی روستای بر آفتابی.	[670, 183, 975, 220]
lost-doc-notice: برگ سبز و کارت خودرو وانت پیکان مدل ۱۳۸۶ رنگ سفید به نام یوسف مرادی مفقود گردیده و از درجه اعتبار ساقط است. (۲۵۱۲)	[979, 1257, 1301, 1286]
notice-item: ۴۷ - آقای رضا دارابی فرزند شیر عباس - یک سهم مشاع از هفت سهم ششدانگ یک قطعه زمین مزروعی به مساحت ۳۶۳۲۳.۳۸ متر مربع پلاک ۵۳۸ فرعی از ۲۳۰ اصلی واقع در شهرستان چرداول.	[354, 558, 659, 595]
notice-item: ۴۴ - آقای شهرام قنبری فرزند یا پیره - دو سهم مشاع از دوازده سهم ششدانگ یک قطعه زمین مزروعی به مساحت ۳۲۱۴۳.۳۳ متر مربع پلاک ۵۴۴ فرعی از ۲۳۰ اصلی واقع در شهرستان چرداول.	[354, 437, 659, 475]
notice-item: ۶۹ - آقای بهرام قنبری فرزند یا پیره - یک دانگ مشاع از ششدانگ یک قطعه زمین مزروعی به مساحت ۳۶۷۴۳.۹۲ متر مربع پلاک ۴۸۵ فرعی از ۲۳۰ اصلی واقع در شهرستان چرداول اراضی روستای چلاب زرد.	[39, 653, 343, 690]
notice-item: ۲ - آقای کل ورزی و جهانی احسان سلامی فرزند احسان اعلام به شناسه ملی ۱۴۰۰۷۲۶۰۳۲۴ شناسنامه یک واحد مجموعه ورزشی (زمین چمن فوتبال) به مساحت ۲۱۶۰.۸۱ متر مربع پلاک ۲۷۸ فرعی از ۱۶۵ اصلی واقع در شهرستان چرداول اراضی علیشان روستای سرچم.	[986, 262, 1290, 313]
